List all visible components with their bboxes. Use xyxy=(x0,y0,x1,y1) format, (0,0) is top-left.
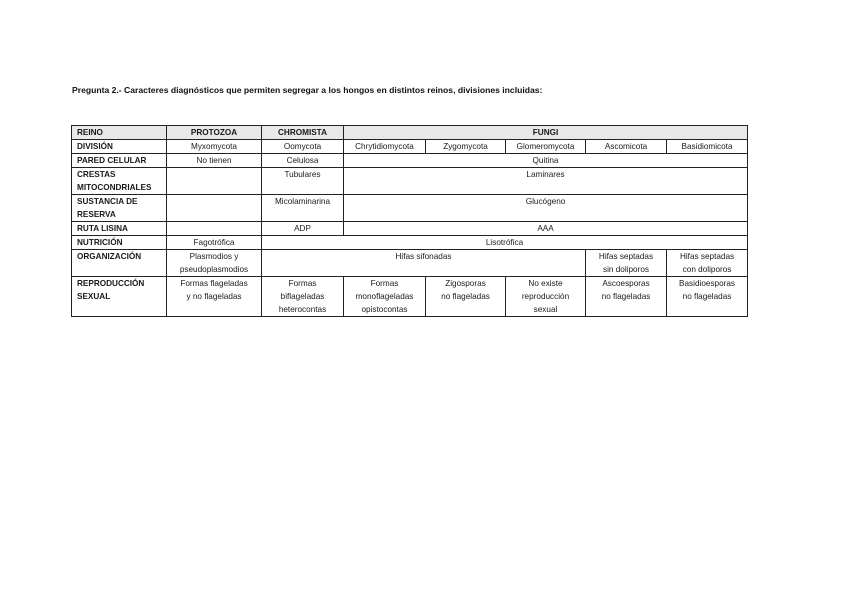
diagnostic-table xyxy=(71,125,748,317)
cell-sustancia-fungi: Glucógeno xyxy=(344,195,748,222)
cell-oomycota: Oomycota xyxy=(262,140,344,154)
cell-organizacion-basidiomicota: Hifas septadas con doliporos xyxy=(667,250,748,277)
cell-crestas-fungi: Laminares xyxy=(344,168,748,195)
cell-basidiomicota: Basidiomicota xyxy=(667,140,748,154)
row-header-pared: PARED CELULAR xyxy=(72,154,167,168)
cell-sustancia-chromista: Micolaminarina xyxy=(262,195,344,222)
table-row-reino xyxy=(72,126,748,140)
cell-repro-glomeromycota: No existe reproducción sexual xyxy=(506,277,586,317)
cell-lisina-chromista: ADP xyxy=(262,222,344,236)
row-header-organizacion: ORGANIZACIÓN xyxy=(72,250,167,277)
row-header-reino: REINO xyxy=(72,126,167,140)
cell-zygomycota: Zygomycota xyxy=(426,140,506,154)
cell-repro-chromista: Formas biflageladas heterocontas xyxy=(262,277,344,317)
table-row-sustancia xyxy=(72,195,748,222)
cell-myxomycota: Myxomycota xyxy=(167,140,262,154)
cell-nutricion-rest: Lisotrófica xyxy=(262,236,748,250)
table-row-division xyxy=(72,140,748,154)
row-header-division: DIVISIÓN xyxy=(72,140,167,154)
cell-repro-ascomicota: Ascoesporas no flageladas xyxy=(586,277,667,317)
cell-organizacion-sifonadas: Hifas sifonadas xyxy=(262,250,586,277)
table-row-reproduccion xyxy=(72,277,748,317)
table-row-nutricion xyxy=(72,236,748,250)
page-title: Pregunta 2.- Caracteres diagnósticos que permiten segregar a los hongos en distintos reinos, divisiones incluidas: xyxy=(72,85,543,95)
cell-repro-chrytidiomycota: Formas monoflageladas opistocontas xyxy=(344,277,426,317)
header-fungi: FUNGI xyxy=(344,126,748,140)
row-header-crestas: CRESTAS MITOCONDRIALES xyxy=(72,168,167,195)
row-header-nutricion: NUTRICIÓN xyxy=(72,236,167,250)
cell-repro-protozoa: Formas flageladas y no flageladas xyxy=(167,277,262,317)
cell-ascomicota: Ascomicota xyxy=(586,140,667,154)
cell-pared-protozoa: No tienen xyxy=(167,154,262,168)
cell-organizacion-protozoa: Plasmodios y pseudoplasmodios xyxy=(167,250,262,277)
cell-crestas-chromista: Tubulares xyxy=(262,168,344,195)
header-protozoa: PROTOZOA xyxy=(167,126,262,140)
cell-pared-chromista: Celulosa xyxy=(262,154,344,168)
table-row-crestas xyxy=(72,168,748,195)
row-header-sustancia: SUSTANCIA DE RESERVA xyxy=(72,195,167,222)
table-row-lisina xyxy=(72,222,748,236)
cell-repro-basidiomicota: Basidioesporas no flageladas xyxy=(667,277,748,317)
cell-nutricion-protozoa: Fagotrófica xyxy=(167,236,262,250)
cell-pared-fungi: Quitina xyxy=(344,154,748,168)
header-chromista: CHROMISTA xyxy=(262,126,344,140)
table-row-organizacion xyxy=(72,250,748,277)
table-row-pared xyxy=(72,154,748,168)
cell-lisina-fungi: AAA xyxy=(344,222,748,236)
cell-organizacion-ascomicota: Hifas septadas sin doliporos xyxy=(586,250,667,277)
cell-repro-zygomycota: Zigosporas no flageladas xyxy=(426,277,506,317)
cell-glomeromycota: Glomeromycota xyxy=(506,140,586,154)
row-header-lisina: RUTA LISINA xyxy=(72,222,167,236)
cell-crestas-protozoa xyxy=(167,168,262,195)
cell-chrytidiomycota: Chrytidiomycota xyxy=(344,140,426,154)
cell-lisina-protozoa xyxy=(167,222,262,236)
row-header-reproduccion: REPRODUCCIÓN SEXUAL xyxy=(72,277,167,317)
cell-sustancia-protozoa xyxy=(167,195,262,222)
